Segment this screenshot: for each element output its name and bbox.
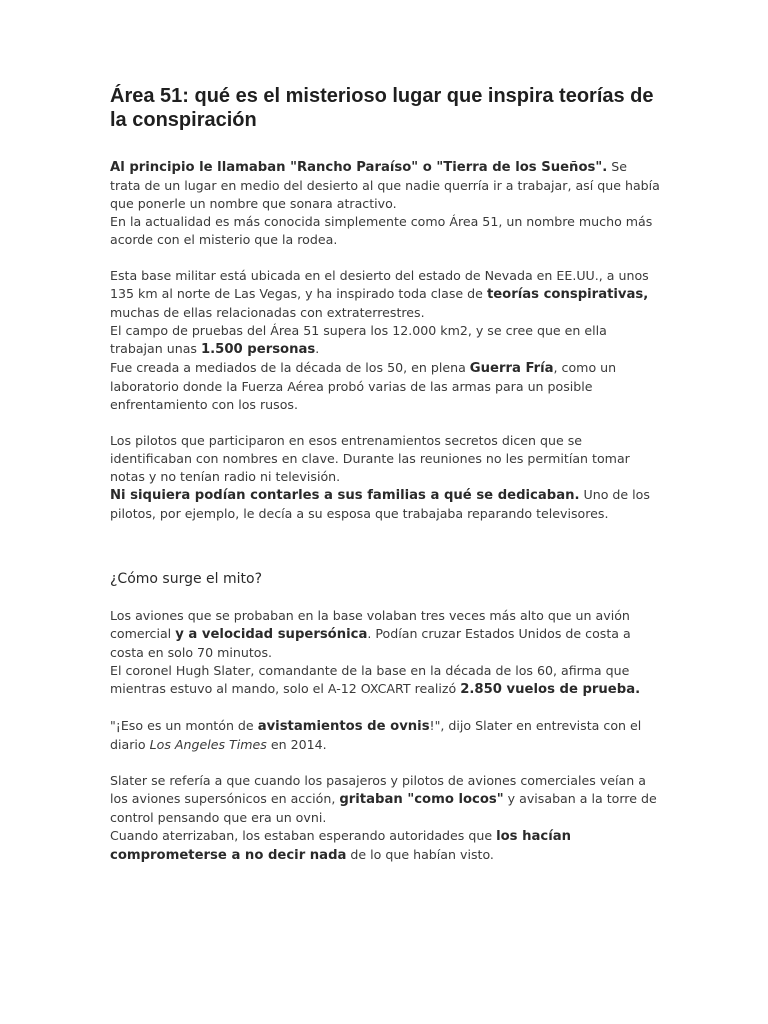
planes-bold-1: y a velocidad supersónica	[175, 627, 368, 642]
planes-text-1: Los aviones que se probaban en la base volaban tres veces más alto que un avión comercial	[110, 608, 630, 641]
base-line-3	[110, 359, 660, 414]
quote-paragraph	[110, 717, 660, 754]
planes-text-2: . Podían cruzar Estados Unidos de costa a costa en solo 70 minutos.	[110, 626, 631, 660]
intro-paragraph	[110, 158, 660, 249]
pilots-bold-1: Ni siquiera podían contarles a sus familias a qué se dedicaban.	[110, 488, 580, 503]
reaction-text-2: y avisaban a la torre de control pensando que era un ovni.	[110, 791, 657, 825]
reaction-text-3: Cuando aterrizaban, los estaban esperando autoridades que	[110, 828, 497, 843]
reaction-bold-2: los hacían comprometerse a no decir nada	[110, 829, 572, 863]
newspaper-name: Los Angeles Times	[149, 737, 267, 752]
pilots-paragraph	[110, 432, 660, 523]
intro-bold-1: Al principio le llamaban "Rancho Paraíso" o "Tierra de los Sueños".	[110, 160, 608, 175]
planes-paragraph	[110, 607, 660, 699]
quote-text-2: !", dijo Slater en entrevista con el diario	[110, 718, 642, 752]
reaction-text-4: de lo que habían visto.	[346, 847, 494, 862]
intro-text-2: En la actualidad es más conocida simplemente como Área 51, un nombre mucho más acorde con el misterio que la rodea.	[110, 214, 653, 247]
reaction-text-1: Slater se refería a que cuando los pasajeros y pilotos de aviones comerciales veían a los aviones supersónicos en acción,	[110, 773, 646, 806]
base-text-3: El campo de pruebas del Área 51 supera los 12.000 km2, y se cree que en ella trabajan unas	[110, 323, 607, 356]
pilots-text-1: Los pilotos que participaron en esos entrenamientos secretos dicen que se identificaban con nombres en clave. Durante las reuniones no les permitían tomar notas y no tenían radio ni televisión.	[110, 433, 630, 484]
base-text-1: Esta base militar está ubicada en el desierto del estado de Nevada en EE.UU., a unos 135 km al norte de Las Vegas, y ha inspirado toda clase de	[110, 268, 649, 301]
reaction-line-2	[110, 827, 660, 865]
base-paragraph	[110, 267, 660, 414]
planes-line-2	[110, 662, 660, 699]
base-bold-2: 1.500 personas	[201, 342, 316, 357]
reaction-bold-1: gritaban "como locos"	[339, 792, 504, 807]
reaction-paragraph	[110, 772, 660, 865]
base-bold-3: Guerra Fría	[469, 361, 554, 376]
article-title: Área 51: qué es el misterioso lugar que inspira teorías de la conspiración	[110, 85, 654, 131]
quote-bold-1: avistamientos de ovnis	[257, 719, 430, 734]
document-page	[110, 84, 660, 865]
base-text-2: muchas de ellas relacionadas con extraterrestres.	[110, 305, 425, 320]
pilots-line-2	[110, 486, 660, 523]
intro-text-1: Se trata de un lugar en medio del desierto al que nadie querría ir a trabajar, así que había que ponerle un nombre que sonara atractivo.	[110, 159, 660, 211]
quote-text-3: en 2014.	[266, 737, 327, 752]
base-text-6: , como un laboratorio donde la Fuerza Aérea probó varias de las armas para un posible enfrentamiento con los rusos.	[110, 360, 617, 412]
base-line-2	[110, 322, 660, 359]
base-bold-1: teorías conspirativas,	[486, 287, 649, 302]
planes-bold-2: 2.850 vuelos de prueba.	[460, 682, 641, 697]
base-text-4: .	[315, 341, 320, 356]
pilots-text-2: Uno de los pilotos, por ejemplo, le decía a su esposa que trabajaba reparando televisores.	[110, 487, 650, 521]
quote-text-1: "¡Eso es un montón de	[110, 718, 258, 733]
section-heading: ¿Cómo surge el mito?	[110, 571, 263, 587]
planes-text-3: El coronel Hugh Slater, comandante de la base en la década de los 60, afirma que mientras estuvo al mando, solo el A-12 OXCART realizó	[110, 663, 630, 696]
base-text-5: Fue creada a mediados de la década de los 50, en plena	[110, 360, 470, 375]
